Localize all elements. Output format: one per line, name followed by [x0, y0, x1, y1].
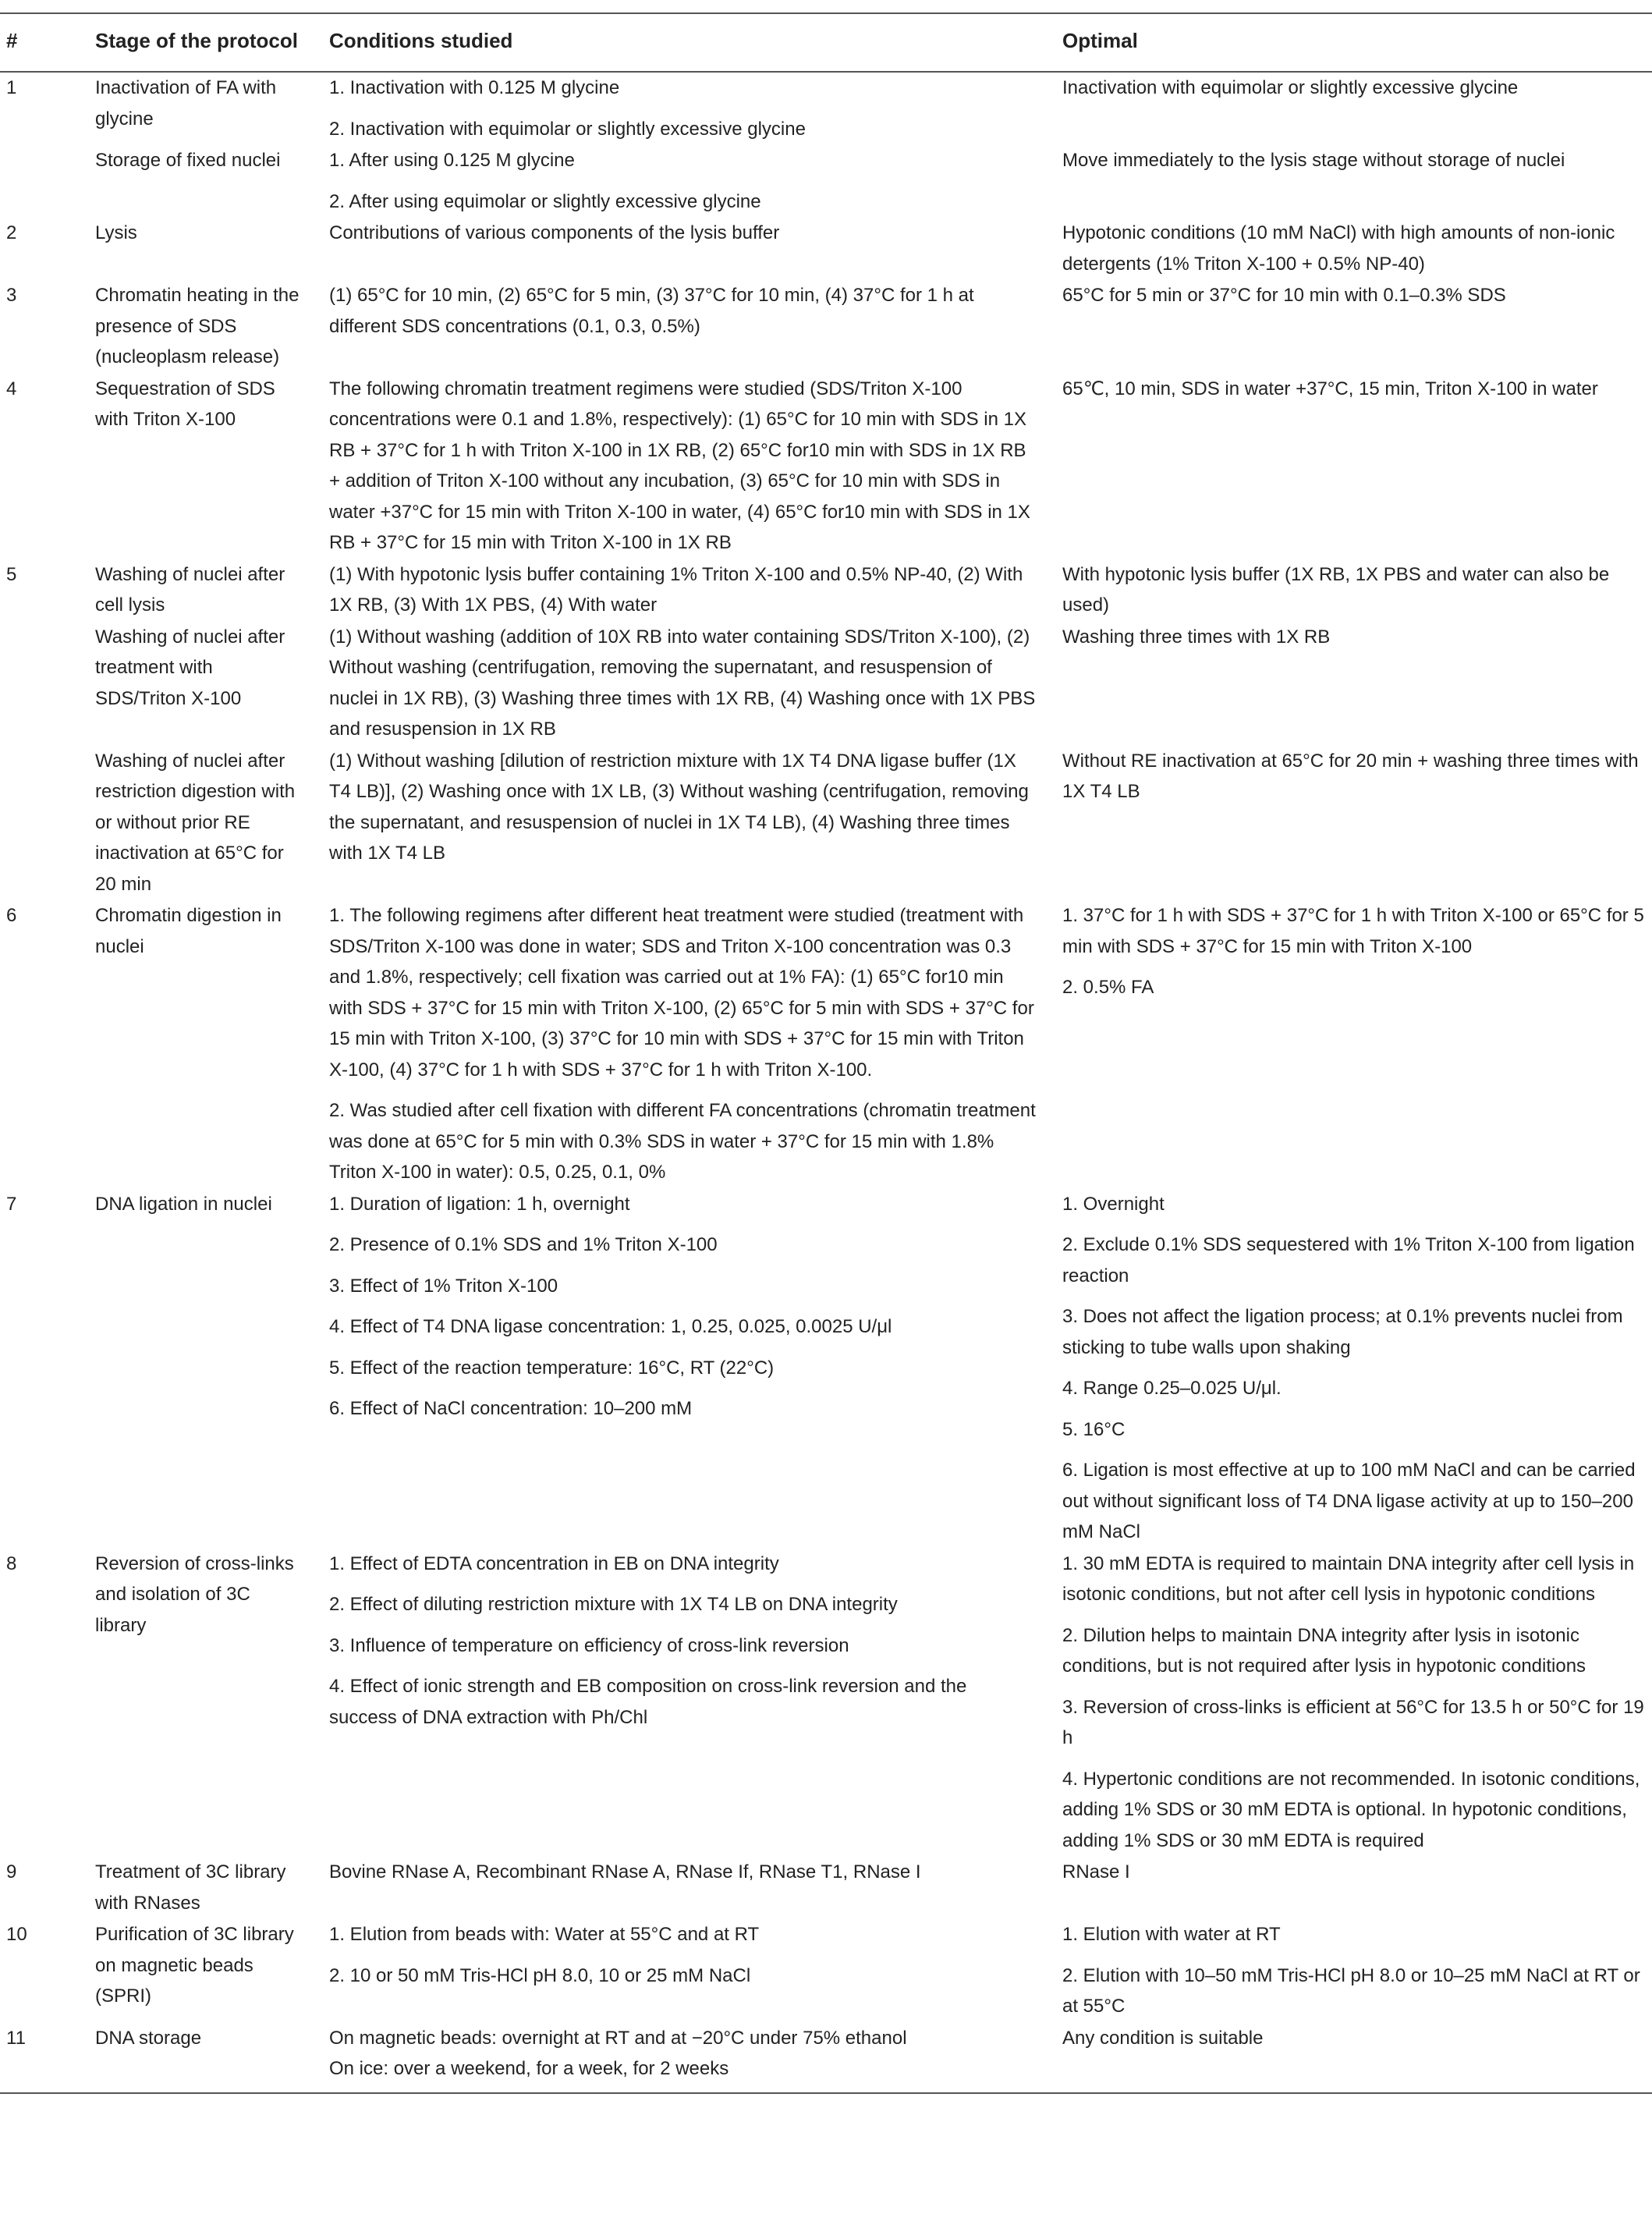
row-optimal: [1056, 559, 1652, 622]
row-conditions: [315, 622, 1056, 746]
table-row: [0, 374, 1652, 559]
optimal-paragraph: 2. Dilution helps to maintain DNA integrity after lysis in isotonic conditions, but is not required after lysis in hypotonic conditions: [1062, 1624, 1586, 1677]
table-row: [0, 622, 1652, 746]
table-row: [0, 2023, 1652, 2093]
table-row: [0, 559, 1652, 622]
row-number: 10: [6, 1924, 27, 1945]
row-optimal: [1056, 622, 1652, 746]
optimal-paragraph: Washing three times with 1X RB: [1062, 626, 1331, 648]
row-stage: Chromatin digestion in nuclei: [95, 905, 282, 957]
table-row: [0, 1549, 1652, 1858]
condition-paragraph: 2. After using equimolar or slightly excessive glycine: [329, 190, 761, 212]
row-number: 6: [6, 905, 17, 926]
row-number: 11: [6, 2027, 26, 2049]
row-optimal: [1056, 1189, 1652, 1549]
row-optimal: [1056, 218, 1652, 280]
row-number: [0, 746, 81, 901]
row-stage: Reversion of cross-links and isolation of 3C library: [95, 1552, 294, 1636]
condition-paragraph: 2. Was studied after cell fixation with different FA concentrations (chromatin treatment was done at 65°C for 5 min with 0.3% SDS in water + 37°C for 15 min with 1.8% Triton X-100 in water): 0.5, 0.25, 0.1, 0%: [329, 1100, 1036, 1183]
row-stage: Chromatin heating in the presence of SDS (nucleoplasm release): [95, 285, 300, 367]
row-conditions: [315, 218, 1056, 280]
row-number: 3: [6, 285, 17, 306]
table-row: [0, 746, 1652, 901]
condition-paragraph: 1. Inactivation with 0.125 M glycine: [329, 77, 620, 98]
row-number: 9: [6, 1861, 17, 1882]
optimal-paragraph: Any condition is suitable: [1062, 2027, 1264, 2049]
header-optimal: Optimal: [1062, 28, 1138, 52]
table-header: [0, 13, 1652, 72]
row-number: 8: [6, 1552, 17, 1574]
row-conditions: [315, 1857, 1056, 1919]
row-stage: Washing of nuclei after restriction digestion with or without prior RE inactivation at 65°C for 20 min: [95, 750, 296, 895]
header-row: [0, 13, 1652, 72]
table-row: [0, 145, 1652, 218]
condition-paragraph: (1) With hypotonic lysis buffer containing 1% Triton X-100 and 0.5% NP-40, (2) With 1X RB, (3) With 1X PBS, (4) With water: [329, 563, 1023, 616]
row-optimal: [1056, 1919, 1652, 2023]
row-stage: Washing of nuclei after treatment with SDS/Triton X-100: [95, 626, 285, 709]
row-conditions: [315, 2023, 1056, 2093]
table-row: [0, 1919, 1652, 2023]
optimal-paragraph: 3. Reversion of cross-links is efficient at 56°C for 13.5 h or 50°C for 19 h: [1062, 1696, 1644, 1748]
condition-paragraph: 4. Effect of T4 DNA ligase concentration: 1, 0.25, 0.025, 0.0025 U/μl: [329, 1316, 892, 1337]
row-number: 1: [6, 77, 17, 98]
row-conditions: [315, 746, 1056, 901]
optimal-paragraph: 3. Does not affect the ligation process; at 0.1% prevents nuclei from sticking to tube walls upon shaking: [1062, 1306, 1623, 1358]
row-conditions: [315, 1549, 1056, 1858]
table-row: [0, 1857, 1652, 1919]
optimal-paragraph: Hypotonic conditions (10 mM NaCl) with high amounts of non-ionic detergents (1% Triton X-100 + 0.5% NP-40): [1062, 222, 1615, 275]
row-stage: Washing of nuclei after cell lysis: [95, 563, 285, 616]
row-stage: Treatment of 3C library with RNases: [95, 1861, 286, 1914]
condition-paragraph: 2. Inactivation with equimolar or slightly excessive glycine: [329, 118, 806, 140]
optimal-paragraph: 6. Ligation is most effective at up to 100 mM NaCl and can be carried out without significant loss of T4 DNA ligase activity at up to 150–200 mM NaCl: [1062, 1460, 1636, 1542]
row-optimal: [1056, 280, 1652, 374]
optimal-paragraph: 65°C for 5 min or 37°C for 10 min with 0.1–0.3% SDS: [1062, 285, 1506, 306]
row-optimal: [1056, 1549, 1652, 1858]
condition-paragraph: 1. The following regimens after different heat treatment were studied (treatment with SDS/Triton X-100 was done in water; SDS and Triton X-100 concentration was 0.3 and 1.8%, respectively; cell fixation was carried out at 1% FA): (1) 65°C for10 min with SDS + 37°C for 15 min with Triton X-100, (2) 65°C for 5 min with SDS + 37°C for 15 min with Triton X-100, (3) 37°C for 10 min with SDS + 37°C for 15 min with Triton X-100, (4) 37°C for 1 h with SDS + 37°C for 1 h with Triton X-100.: [329, 905, 1034, 1081]
row-stage: Sequestration of SDS with Triton X-100: [95, 378, 275, 430]
condition-paragraph: 1. After using 0.125 M glycine: [329, 150, 575, 171]
condition-paragraph: 2. 10 or 50 mM Tris-HCl pH 8.0, 10 or 25 mM NaCl: [329, 1964, 751, 1986]
optimal-paragraph: Move immediately to the lysis stage without storage of nuclei: [1062, 150, 1565, 171]
row-number: 4: [6, 378, 17, 399]
optimal-paragraph: 1. Elution with water at RT: [1062, 1924, 1281, 1945]
row-stage: Purification of 3C library on magnetic beads (SPRI): [95, 1924, 294, 2007]
row-stage: Storage of fixed nuclei: [95, 150, 281, 171]
row-optimal: [1056, 1857, 1652, 1919]
optimal-paragraph: 4. Range 0.25–0.025 U/μl.: [1062, 1378, 1282, 1399]
header-stage: Stage of the protocol: [95, 28, 298, 52]
condition-paragraph: (1) Without washing [dilution of restriction mixture with 1X T4 DNA ligase buffer (1X T4 LB)], (2) Washing once with 1X LB, (3) Without washing (centrifugation, removing the supernatant, and resuspension of nuclei in 1X T4 LB), (4) Washing three times with 1X T4 LB: [329, 750, 1029, 864]
row-optimal: [1056, 72, 1652, 145]
row-conditions: [315, 145, 1056, 218]
row-number: 2: [6, 222, 17, 243]
row-optimal: [1056, 746, 1652, 901]
header-conditions: Conditions studied: [329, 28, 513, 52]
row-stage: DNA storage: [95, 2027, 202, 2049]
row-optimal: [1056, 145, 1652, 218]
condition-paragraph: 1. Elution from beads with: Water at 55°C and at RT: [329, 1924, 760, 1945]
condition-paragraph: 2. Presence of 0.1% SDS and 1% Triton X-100: [329, 1234, 718, 1255]
condition-paragraph: 1. Duration of ligation: 1 h, overnight: [329, 1193, 630, 1215]
row-number: [0, 145, 81, 218]
row-conditions: [315, 559, 1056, 622]
table-row: [0, 1189, 1652, 1549]
optimal-paragraph: 2. Exclude 0.1% SDS sequestered with 1% Triton X-100 from ligation reaction: [1062, 1234, 1635, 1286]
condition-paragraph: 4. Effect of ionic strength and EB composition on cross-link reversion and the success of DNA extraction with Ph/Chl: [329, 1676, 967, 1728]
optimal-paragraph: 1. 37°C for 1 h with SDS + 37°C for 1 h with Triton X-100 or 65°C for 5 min with SDS + 37°C for 15 min with Triton X-100: [1062, 905, 1644, 957]
condition-paragraph: On magnetic beads: overnight at RT and at −20°C under 75% ethanol On ice: over a weekend, for a week, for 2 weeks: [329, 2027, 907, 2079]
optimal-paragraph: With hypotonic lysis buffer (1X RB, 1X PBS and water can also be used): [1062, 563, 1610, 616]
row-stage: DNA ligation in nuclei: [95, 1193, 272, 1215]
optimal-paragraph: RNase I: [1062, 1861, 1130, 1882]
condition-paragraph: Bovine RNase A, Recombinant RNase A, RNase If, RNase T1, RNase I: [329, 1861, 921, 1882]
row-conditions: [315, 72, 1056, 145]
row-stage: Lysis: [95, 222, 137, 243]
condition-paragraph: 3. Influence of temperature on efficiency of cross-link reversion: [329, 1634, 849, 1656]
row-conditions: [315, 280, 1056, 374]
optimal-paragraph: 1. 30 mM EDTA is required to maintain DNA integrity after cell lysis in isotonic conditions, but not after cell lysis in hypotonic conditions: [1062, 1552, 1635, 1605]
row-optimal: [1056, 900, 1652, 1189]
row-number: 5: [6, 563, 17, 585]
optimal-paragraph: Inactivation with equimolar or slightly excessive glycine: [1062, 77, 1519, 98]
condition-paragraph: (1) Without washing (addition of 10X RB into water containing SDS/Triton X-100), (2) Without washing (centrifugation, removing the supernatant, and resuspension of nuclei in 1X RB), (3) Washing three times with 1X RB, (4) Washing once with 1X PBS and resuspension in 1X RB: [329, 626, 1036, 740]
row-stage: Inactivation of FA with glycine: [95, 77, 277, 130]
condition-paragraph: (1) 65°C for 10 min, (2) 65°C for 5 min, (3) 37°C for 10 min, (4) 37°C for 1 h at different SDS concentrations (0.1, 0.3, 0.5%): [329, 285, 974, 337]
optimal-paragraph: 2. Elution with 10–50 mM Tris-HCl pH 8.0 or 10–25 mM NaCl at RT or at 55°C: [1062, 1964, 1640, 2017]
condition-paragraph: 2. Effect of diluting restriction mixture with 1X T4 LB on DNA integrity: [329, 1594, 898, 1615]
optimal-paragraph: Without RE inactivation at 65°C for 20 min + washing three times with 1X T4 LB: [1062, 750, 1639, 802]
header-num: #: [6, 28, 18, 52]
optimal-paragraph: 2. 0.5% FA: [1062, 977, 1154, 998]
optimal-paragraph: 65℃, 10 min, SDS in water +37°C, 15 min, Triton X-100 in water: [1062, 378, 1598, 399]
protocol-optimization-table: [0, 12, 1652, 2094]
condition-paragraph: The following chromatin treatment regimens were studied (SDS/Triton X-100 concentrations were 0.1 and 1.8%, respectively): (1) 65°C for 10 min with SDS in 1X RB + 37°C for 1 h with Triton X-100 in 1X RB, (2) 65°C for10 min with SDS in 1X RB + addition of Triton X-100 without any incubation, (3) 65°C for 10 min with SDS in water +37°C for 15 min with Triton X-100 in water, (4) 65°C for10 min with SDS in 1X RB + 37°C for 15 min with Triton X-100 in 1X RB: [329, 378, 1030, 553]
optimal-paragraph: 5. 16°C: [1062, 1418, 1126, 1440]
condition-paragraph: 5. Effect of the reaction temperature: 16°C, RT (22°C): [329, 1357, 775, 1379]
condition-paragraph: 3. Effect of 1% Triton X-100: [329, 1275, 558, 1297]
row-optimal: [1056, 374, 1652, 559]
condition-paragraph: 6. Effect of NaCl concentration: 10–200 mM: [329, 1398, 693, 1419]
optimal-paragraph: 4. Hypertonic conditions are not recommended. In isotonic conditions, adding 1% SDS or 30 mM EDTA is optional. In hypotonic conditions, adding 1% SDS or 30 mM EDTA is required: [1062, 1768, 1640, 1851]
row-number: 7: [6, 1193, 17, 1215]
row-conditions: [315, 900, 1056, 1189]
table-row: [0, 218, 1652, 280]
row-optimal: [1056, 2023, 1652, 2093]
table-body: [0, 72, 1652, 2093]
row-conditions: [315, 1189, 1056, 1549]
table-row: [0, 900, 1652, 1189]
row-conditions: [315, 1919, 1056, 2023]
row-conditions: [315, 374, 1056, 559]
condition-paragraph: Contributions of various components of the lysis buffer: [329, 222, 780, 243]
table-row: [0, 280, 1652, 374]
optimal-paragraph: 1. Overnight: [1062, 1193, 1165, 1215]
table-row: [0, 72, 1652, 145]
condition-paragraph: 1. Effect of EDTA concentration in EB on DNA integrity: [329, 1552, 779, 1574]
row-number: [0, 622, 81, 746]
